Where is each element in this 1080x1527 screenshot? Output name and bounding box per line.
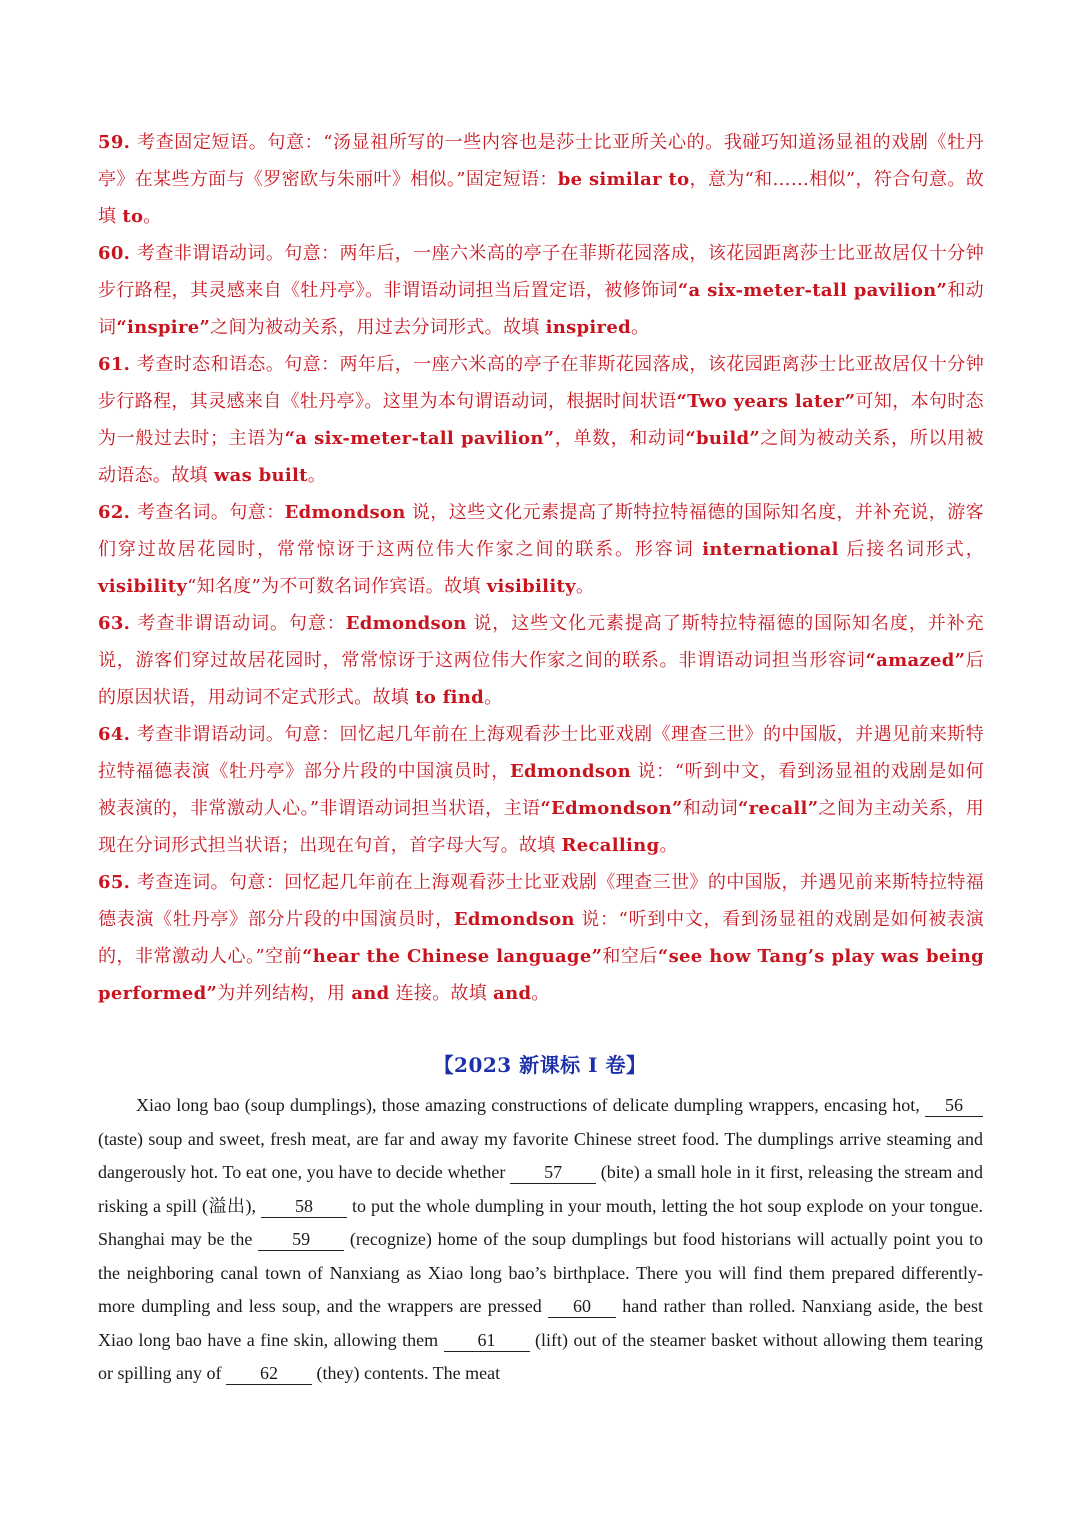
answer-text: 可知，本句时态为一般过去时；主语为 bbox=[98, 391, 984, 449]
answer-emphasis: “amazed” bbox=[865, 650, 966, 671]
answer-emphasis: “inspire” bbox=[116, 317, 211, 338]
answer-text: 和动词 bbox=[98, 280, 984, 338]
passage-text: (they) contents. The meat bbox=[312, 1363, 501, 1383]
answer-emphasis: and bbox=[493, 983, 532, 1004]
answer-emphasis: was built bbox=[213, 465, 308, 486]
answer-item bbox=[98, 716, 984, 864]
answer-text: 后的原因状语，用动词不定式形式。故填 bbox=[98, 650, 985, 708]
answer-item bbox=[98, 605, 984, 716]
answer-text: 。 bbox=[143, 206, 162, 227]
answer-emphasis: “a six-meter-tall pavilion” bbox=[284, 428, 555, 449]
section-heading: 【2023 新课标 I 卷】 bbox=[433, 1053, 647, 1077]
passage-text: (bite) a small hole in it first, releasing the stream and risking a spill (溢出), bbox=[98, 1162, 983, 1216]
answer-text: 考查固定短语。句意： bbox=[137, 132, 324, 153]
blank-62[interactable]: 62 bbox=[226, 1362, 312, 1385]
answer-emphasis: “a six-meter-tall pavilion” bbox=[677, 280, 948, 301]
answer-emphasis: Edmondson bbox=[510, 761, 631, 782]
answer-text: 考查非谓语动词。句意：回忆起几年前在上海观看莎士比亚戏剧《理查三世》的中国版，并遇见前来斯特拉特福德表演《牡丹亭》部分片段的中国演员时， bbox=[98, 724, 984, 782]
answer-emphasis: inspired bbox=[545, 317, 631, 338]
answer-text: 之间为主动关系，用现在分词形式担当状语；出现在句首，首字母大写。故填 bbox=[98, 798, 985, 856]
answer-emphasis: Recalling bbox=[561, 835, 660, 856]
answer-emphasis: 59. bbox=[98, 132, 138, 153]
passage-text: (recognize) home of the soup dumplings but food historians will actually point you to the neighboring canal town of Nanxiang as Xiao long bao’s birthplace. There you will find them prepared differently- more dumpling and less soup, and the wrappers are pressed bbox=[98, 1229, 983, 1316]
cloze-passage bbox=[98, 1089, 983, 1391]
answer-text: 说，这些文化元素提高了斯特拉特福德的国际知名度，并补充说，游客们穿过故居花园时，常常惊讶于这两位伟大作家之间的联系。非谓语动词担当形容词 bbox=[98, 613, 984, 671]
blank-59[interactable]: 59 bbox=[258, 1228, 344, 1251]
answer-emphasis: “hear the Chinese language” bbox=[302, 946, 603, 967]
answer-text: 。 bbox=[531, 983, 550, 1004]
answer-text: 。 bbox=[307, 465, 327, 486]
answer-item bbox=[98, 124, 984, 235]
answer-emphasis: “build” bbox=[685, 428, 761, 449]
passage-paragraph bbox=[98, 1089, 983, 1391]
answer-emphasis: 64. bbox=[98, 724, 137, 745]
answer-emphasis: visibility bbox=[486, 576, 576, 597]
answer-text: ，意为“和……相似”，符合句意。故填 bbox=[98, 169, 984, 227]
answer-emphasis: international bbox=[702, 539, 839, 560]
passage-text: (taste) soup and sweet, fresh meat, are far and away my favorite Chinese street food. The dumplings arrive steaming and dangerously hot. To eat one, you have to decide whether bbox=[98, 1128, 983, 1182]
passage-text: Xiao long bao (soup dumplings), those amazing constructions of delicate dumpling wrappers, encasing hot, bbox=[136, 1095, 925, 1115]
answer-emphasis: Edmondson bbox=[345, 613, 467, 634]
answer-emphasis: 62. bbox=[98, 502, 137, 523]
answer-emphasis: be similar to bbox=[557, 169, 690, 190]
passage-text: (lift) out of the steamer basket without allowing them tearing or spilling any of bbox=[98, 1329, 984, 1383]
blank-56[interactable]: 56 bbox=[925, 1094, 983, 1117]
answer-text: 说：“听到中文，看到汤显祖的戏剧是如何被表演的，非常激动人心。”非谓语动词担当状语，主语 bbox=[98, 761, 985, 819]
answer-text: ，单数，和动词 bbox=[554, 428, 686, 449]
answer-emphasis: to bbox=[122, 206, 144, 227]
answer-emphasis: “see how Tang’s play was being performed” bbox=[98, 946, 985, 1004]
answer-emphasis: 61. bbox=[98, 354, 137, 375]
answer-emphasis: Edmondson bbox=[453, 909, 575, 930]
blank-57[interactable]: 57 bbox=[510, 1161, 596, 1184]
answer-item bbox=[98, 235, 984, 346]
answer-emphasis: 60. bbox=[98, 243, 137, 264]
answer-text: 之间为被动关系，所以用被动语态。故填 bbox=[98, 428, 984, 486]
answer-emphasis: and bbox=[351, 983, 390, 1004]
answer-text: 。 bbox=[630, 317, 650, 338]
passage-text: hand rather than rolled. Nanxiang aside, the best Xiao long bao have a fine skin, allowing them bbox=[98, 1296, 983, 1350]
blank-58[interactable]: 58 bbox=[261, 1195, 347, 1218]
answer-emphasis: “recall” bbox=[738, 798, 819, 819]
answer-text: 和空后 bbox=[602, 946, 658, 967]
answer-emphasis: 63. bbox=[98, 613, 138, 634]
answer-text: 和动词 bbox=[682, 798, 738, 819]
answer-emphasis: “Two years later” bbox=[676, 391, 856, 412]
answer-text: 后接名词形式， bbox=[838, 539, 984, 560]
answer-text: 。 bbox=[484, 687, 503, 708]
answer-item bbox=[98, 494, 984, 605]
answer-text: 考查时态和语态。句意：两年后，一座六米高的亭子在菲斯花园落成，该花园距离莎士比亚故居仅十分钟步行路程，其灵感来自《牡丹亭》。这里为本句谓语动词，根据时间状语 bbox=[98, 354, 984, 412]
answer-text: 说，这些文化元素提高了斯特拉特福德的国际知名度，并补充说，游客们穿过故居花园时，常常惊讶于这两位伟大作家之间的联系。形容词 bbox=[98, 502, 984, 560]
answer-emphasis: to find bbox=[415, 687, 485, 708]
answer-emphasis: visibility bbox=[98, 576, 188, 597]
answer-text: 考查名词。句意： bbox=[136, 502, 285, 523]
answer-text: 考查非谓语动词。句意：两年后，一座六米高的亭子在菲斯花园落成，该花园距离莎士比亚故居仅十分钟步行路程，其灵感来自《牡丹亭》。非谓语动词担当后置定语，被修饰词 bbox=[98, 243, 984, 301]
answer-text: 说：“听到中文，看到汤显祖的戏剧是如何被表演的，非常激动人心。”空前 bbox=[98, 909, 984, 967]
answer-text: 。 bbox=[575, 576, 595, 597]
answer-item bbox=[98, 864, 984, 1012]
answer-text: 连接。故填 bbox=[389, 983, 494, 1004]
answer-explanations bbox=[98, 124, 984, 1012]
answer-item bbox=[98, 346, 984, 494]
blank-60[interactable]: 60 bbox=[548, 1295, 616, 1318]
blank-61[interactable]: 61 bbox=[444, 1329, 530, 1352]
answer-text: “知名度”为不可数名词作宾语。故填 bbox=[187, 576, 487, 597]
passage-text: to put the whole dumpling in your mouth, letting the hot soup explode on your tongue. Shanghai may be the bbox=[98, 1195, 983, 1249]
answer-emphasis: Edmondson bbox=[284, 502, 406, 523]
answer-emphasis: “Edmondson” bbox=[540, 798, 683, 819]
answer-text: 为并列结构，用 bbox=[217, 983, 352, 1004]
answer-emphasis: 65. bbox=[98, 872, 137, 893]
answer-text: 考查连词。句意：回忆起几年前在上海观看莎士比亚戏剧《理查三世》的中国版，并遇见前来斯特拉特福德表演《牡丹亭》部分片段的中国演员时， bbox=[98, 872, 984, 930]
answer-text: 之间为被动关系，用过去分词形式。故填 bbox=[210, 317, 546, 338]
answer-text: “汤显祖所写的一些内容也是莎士比亚所关心的。我碰巧知道汤显祖的戏剧《牡丹亭》在某些方面与《罗密欧与朱丽叶》相似。”固定短语： bbox=[98, 132, 984, 190]
answer-text: 考查非谓语动词。句意： bbox=[137, 613, 346, 634]
answer-text: 。 bbox=[659, 835, 678, 856]
